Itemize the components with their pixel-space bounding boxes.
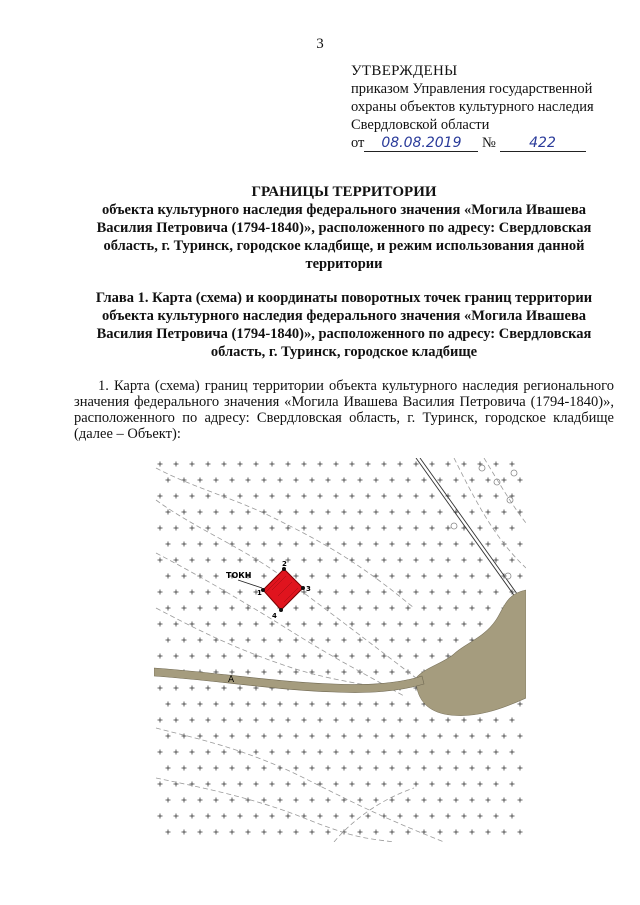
paragraph-1: 1. Карта (схема) границ территории объекта культурного наследия регионального значения федерального значения «Могила Ивашева Василия Петровича (1794-1840)», расположенного по адресу: Свердловская область, г. Туринск, городское кладбище (далее – Объект): — [74, 378, 614, 442]
point-label-2: 2 — [282, 560, 287, 568]
point-label-4: 4 — [272, 612, 277, 620]
terrain-area — [416, 590, 526, 716]
chapter-heading: Глава 1. Карта (схема) и координаты поворотных точек границ территории объекта культурного наследия федерального значения «Могила Ивашева Василия Петровича (1794-1840)», расположенного по адресу: Свердловская область, г. Туринск, городское кладбище — [95, 290, 593, 360]
number-label: № — [482, 135, 496, 151]
approval-block — [351, 62, 621, 152]
from-label: от — [351, 135, 365, 151]
order-number: 422 — [500, 136, 586, 152]
territory-polygon — [263, 569, 303, 610]
order-line — [351, 134, 621, 152]
title-rest: объекта культурного наследия федерального значения «Могила Ивашева Василия Петровича (1794-1840)», расположенного по адресу: Свердловская область, г. Туринск, городское кладбище, и режим использования данной территории — [96, 202, 592, 272]
title-main: ГРАНИЦЫ ТЕРРИТОРИИ — [251, 184, 437, 200]
point-label-3: 3 — [306, 585, 311, 593]
approval-heading: УТВЕРЖДЕНЫ — [351, 63, 458, 79]
territory-map — [154, 458, 526, 842]
road — [154, 668, 424, 693]
approval-line-2: охраны объектов культурного наследия — [351, 99, 594, 115]
approval-line-1: приказом Управления государственной — [351, 81, 593, 97]
tokn-label: ТОКН — [226, 571, 252, 580]
page-number: 3 — [316, 36, 324, 52]
document-title — [74, 183, 614, 273]
pointer-lines — [238, 580, 262, 588]
point-label-1: 1 — [257, 589, 262, 597]
road-label-a: А — [228, 675, 235, 685]
survey-circles — [451, 465, 517, 579]
approval-line-3: Свердловской области — [351, 117, 490, 133]
order-date: 08.08.2019 — [364, 136, 478, 152]
